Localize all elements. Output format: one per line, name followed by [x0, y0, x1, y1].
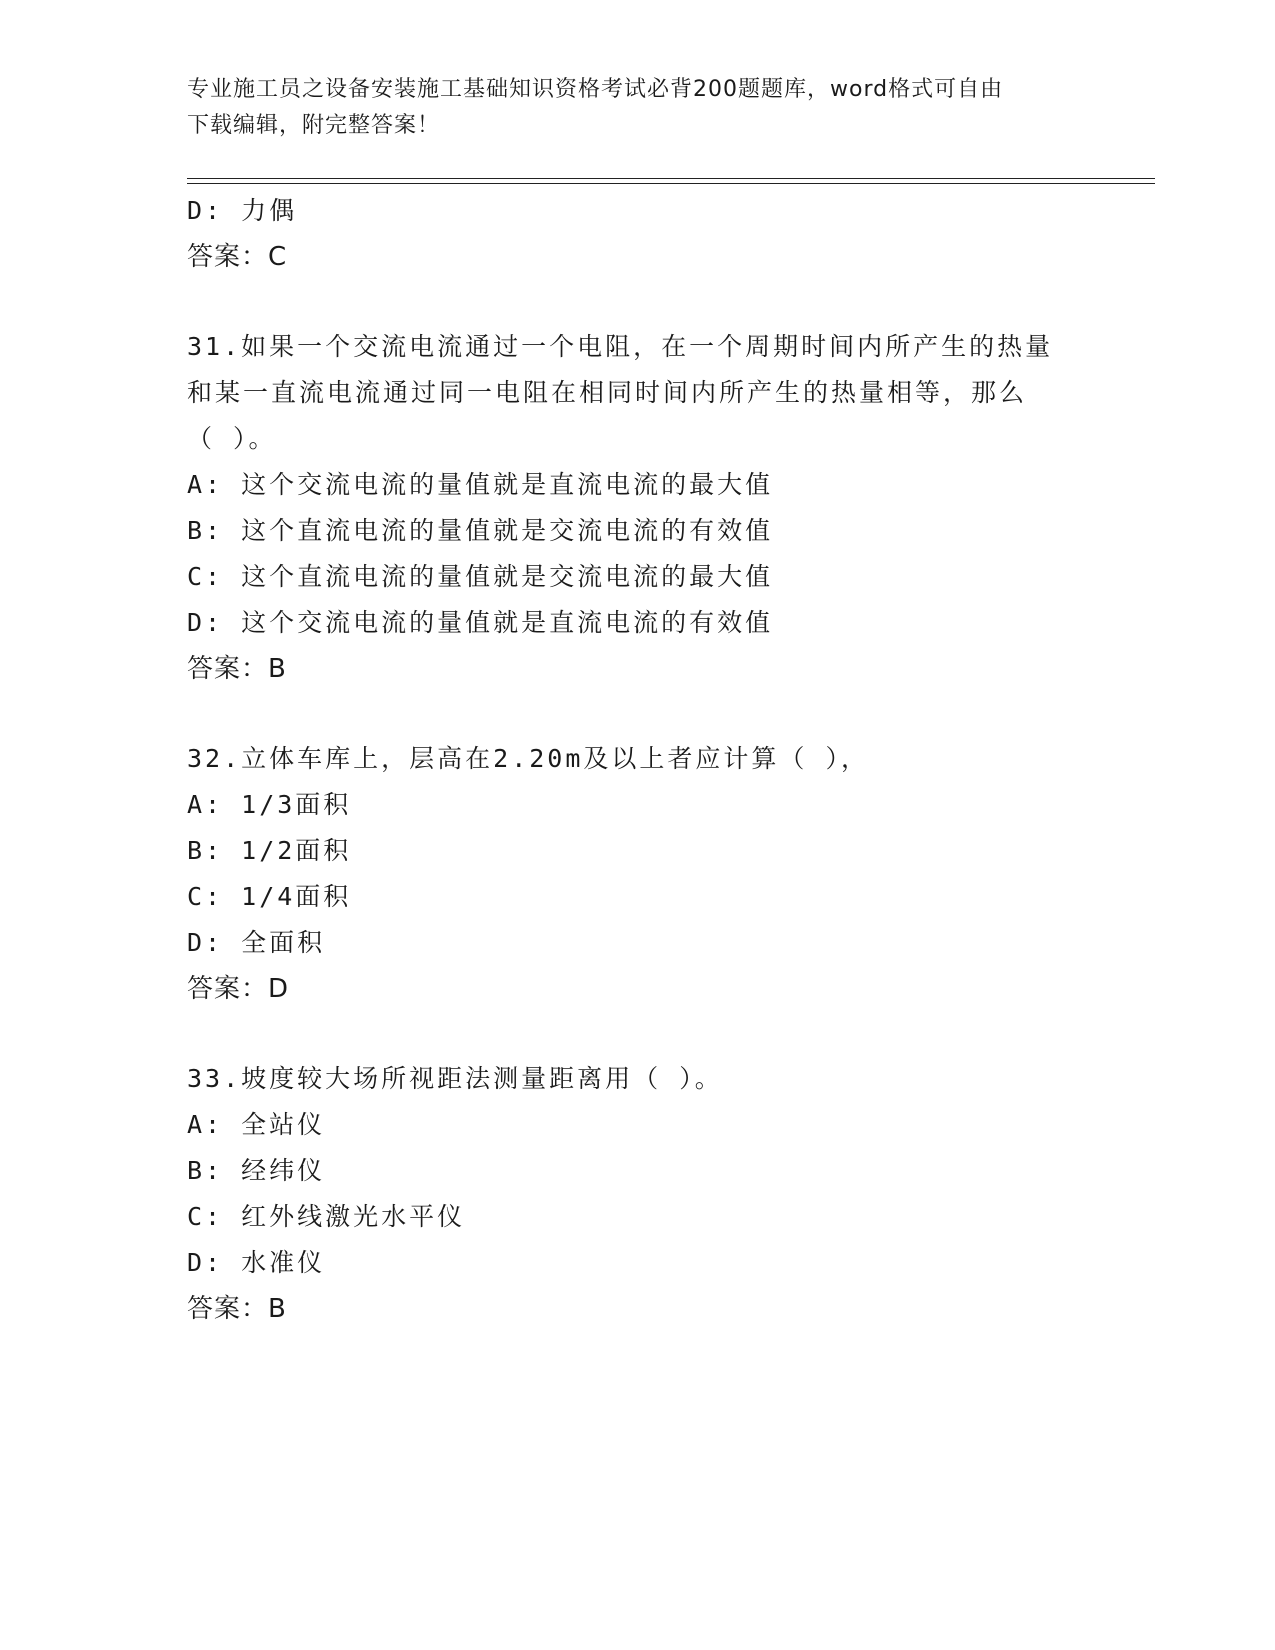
question-text-line: 31.如果一个交流电流通过一个电阻，在一个周期时间内所产生的热量: [187, 332, 1054, 361]
question-31: [187, 324, 1147, 692]
option-b: B: 这个直流电流的量值就是交流电流的有效值: [187, 516, 774, 545]
option-b: B: 经纬仪: [187, 1156, 326, 1185]
header-line-2: 下载编辑，附完整答案！: [187, 113, 441, 138]
option-a: A: 这个交流电流的量值就是直流电流的最大值: [187, 470, 774, 499]
spacer: [187, 280, 1147, 324]
option-c: C: 1/4面积: [187, 882, 352, 911]
option-a: A: 1/3面积: [187, 790, 352, 819]
prev-option-d: D: 力偶: [187, 196, 298, 225]
question-text-line: （ ）。: [187, 424, 277, 453]
spacer: [187, 692, 1147, 736]
document-body: [187, 188, 1147, 1332]
option-a: A: 全站仪: [187, 1110, 326, 1139]
option-d: D: 这个交流电流的量值就是直流电流的有效值: [187, 608, 774, 637]
spacer: [187, 1012, 1147, 1056]
answer: 答案：D: [187, 974, 290, 1004]
answer: 答案：B: [187, 1294, 287, 1324]
question-32: [187, 736, 1147, 1012]
question-33: [187, 1056, 1147, 1332]
question-text-line: 32.立体车库上，层高在2.20m及以上者应计算（ ），: [187, 744, 869, 773]
option-c: C: 这个直流电流的量值就是交流电流的最大值: [187, 562, 774, 591]
document-header: [187, 72, 1067, 144]
question-text-line: 和某一直流电流通过同一电阻在相同时间内所产生的热量相等，那么: [187, 378, 1028, 407]
header-rule-bottom: [187, 183, 1155, 184]
header-rule-top: [187, 178, 1155, 179]
header-line-1: 专业施工员之设备安装施工基础知识资格考试必背200题题库，word格式可自由: [187, 77, 1004, 102]
prev-answer: 答案：C: [187, 242, 288, 272]
option-c: C: 红外线激光水平仪: [187, 1202, 466, 1231]
answer: 答案：B: [187, 654, 287, 684]
question-text-line: 33.坡度较大场所视距法测量距离用（ ）。: [187, 1064, 723, 1093]
option-d: D: 全面积: [187, 928, 326, 957]
option-d: D: 水准仪: [187, 1248, 326, 1277]
option-b: B: 1/2面积: [187, 836, 352, 865]
